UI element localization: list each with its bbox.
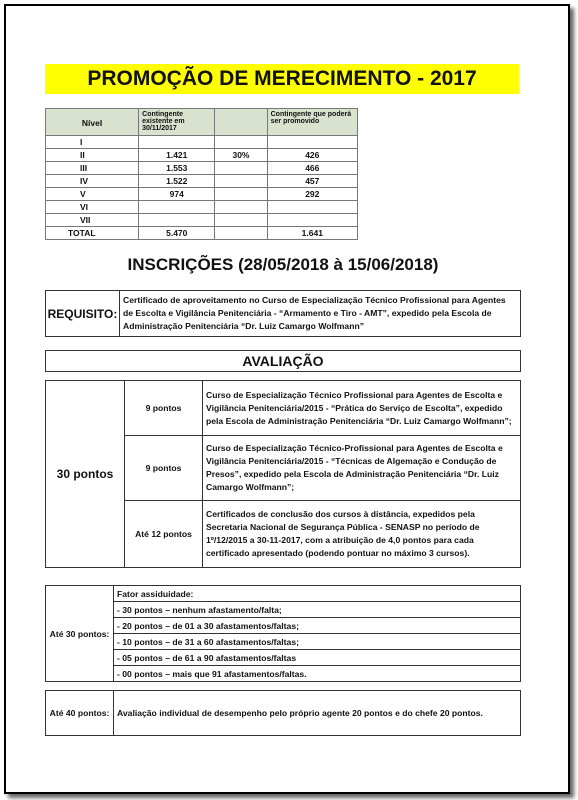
cell-percent — [215, 227, 267, 240]
pontos-description: Certificados de conclusão dos cursos à distância, expedidos pela Secretaria Nacional de Segurança Pública - SENASP no período de 1º/12/2015 a 30-11-2017, com a atribuição de 4,0 pontos para cada certificado apresentado (podendo pontuar no máximo 3 cursos). — [203, 501, 521, 568]
fator-label: Até 30 pontos: — [46, 586, 114, 682]
cell-nivel: IV — [46, 175, 139, 188]
cell-existente: 974 — [139, 188, 215, 201]
pontos-value: 9 pontos — [125, 381, 203, 436]
table-row — [46, 136, 358, 149]
pontos-table — [45, 380, 521, 568]
table-row — [46, 149, 358, 162]
table-row — [46, 381, 521, 436]
nivel-table — [45, 108, 358, 240]
cell-percent — [215, 201, 267, 214]
table-row — [46, 691, 521, 736]
cell-nivel: VII — [46, 214, 139, 227]
pontos-value: 9 pontos — [125, 436, 203, 501]
header-nivel: Nível — [46, 109, 139, 136]
cell-promovido — [267, 136, 357, 149]
cell-nivel: III — [46, 162, 139, 175]
cell-percent — [215, 214, 267, 227]
cell-percent — [215, 162, 267, 175]
table-row — [46, 650, 521, 666]
fator-row: - 20 pontos – de 01 a 30 afastamentos/faltas; — [114, 618, 521, 634]
cell-promovido — [267, 201, 357, 214]
cell-nivel: VI — [46, 201, 139, 214]
fator-assiduidade-table — [45, 585, 521, 682]
header-contingente-existente: Contingente existente em 30/11/2017 — [139, 109, 215, 136]
table-row — [46, 602, 521, 618]
table-row — [46, 188, 358, 201]
requisito-table — [45, 290, 521, 337]
pontos-value: Até 12 pontos — [125, 501, 203, 568]
cell-promovido: 292 — [267, 188, 357, 201]
pontos-description: Curso de Especialização Técnico Profissional para Agentes de Escolta e Vigilância Penitenciária/2015 - “Prática do Serviço de Escolta”, expedido pela Escola de Administração Penitenciária “Dr. Luiz Camargo Wolfmann”; — [203, 381, 521, 436]
cell-nivel: I — [46, 136, 139, 149]
cell-percent — [215, 175, 267, 188]
table-row — [46, 201, 358, 214]
desempenho-text: Avaliação individual de desempenho pelo próprio agente 20 pontos e do chefe 20 pontos. — [114, 691, 521, 736]
pontos-description: Curso de Especialização Técnico-Profissional para Agentes de Escolta e Vigilância Penitenciária/2015 - “Técnicas de Algemação e Condução de Presos”, expedido pela Escola de Administração Penitenciária “Dr. Luiz Camargo Wolfmann”; — [203, 436, 521, 501]
table-row — [46, 634, 521, 650]
table-row — [46, 162, 358, 175]
cell-percent: 30% — [215, 149, 267, 162]
cell-nivel: TOTAL — [46, 227, 139, 240]
nivel-header-row — [46, 109, 358, 136]
fator-row: - 10 pontos – de 31 a 60 afastamentos/faltas; — [114, 634, 521, 650]
cell-existente: 1.553 — [139, 162, 215, 175]
fator-row: - 00 pontos – mais que 91 afastamentos/faltas. — [114, 666, 521, 682]
page-title: PROMOÇÃO DE MERECIMENTO - 2017 — [45, 64, 519, 94]
cell-percent — [215, 136, 267, 149]
table-row — [46, 175, 358, 188]
header-contingente-promovido: Contingente que poderá ser promovido — [267, 109, 357, 136]
avaliacao-heading: AVALIAÇÃO — [45, 350, 521, 372]
cell-nivel: V — [46, 188, 139, 201]
cell-nivel: II — [46, 149, 139, 162]
cell-existente: 1.522 — [139, 175, 215, 188]
cell-existente: 1.421 — [139, 149, 215, 162]
cell-existente: 5.470 — [139, 227, 215, 240]
pontos-total-label: 30 pontos — [46, 381, 125, 568]
fator-row: - 05 pontos – de 61 a 90 afastamentos/faltas — [114, 650, 521, 666]
inscricoes-heading: INSCRIÇÕES (28/05/2018 à 15/06/2018) — [127, 255, 439, 274]
cell-existente — [139, 136, 215, 149]
cell-promovido — [267, 214, 357, 227]
desempenho-table — [45, 690, 521, 736]
header-blank — [215, 109, 267, 136]
cell-existente — [139, 201, 215, 214]
requisito-text: Certificado de aproveitamento no Curso de Especialização Técnico Profissional para Agentes de Escolta e Vigilância Penitenciária - “Armamento e Tiro - AMT”, expedido pela Escola de Administração Penitenciária “Dr. Luiz Camargo Wolfmann” — [120, 291, 521, 337]
cell-existente — [139, 214, 215, 227]
table-row — [46, 666, 521, 682]
cell-promovido: 426 — [267, 149, 357, 162]
cell-promovido: 466 — [267, 162, 357, 175]
table-row — [46, 586, 521, 602]
table-row — [46, 214, 358, 227]
cell-promovido: 457 — [267, 175, 357, 188]
cell-promovido: 1.641 — [267, 227, 357, 240]
cell-percent — [215, 188, 267, 201]
table-row-total — [46, 227, 358, 240]
fator-row: Fator assiduidade: — [114, 586, 521, 602]
requisito-label: REQUISITO: — [46, 291, 120, 337]
desempenho-label: Até 40 pontos: — [46, 691, 114, 736]
table-row — [46, 618, 521, 634]
fator-row: - 30 pontos – nenhum afastamento/falta; — [114, 602, 521, 618]
